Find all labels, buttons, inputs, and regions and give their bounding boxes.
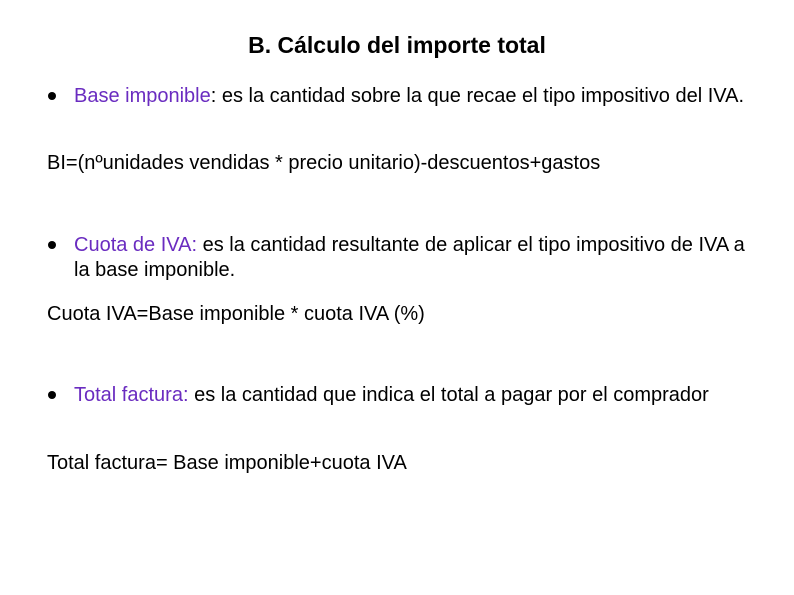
bullet-text	[74, 84, 748, 109]
bullet-dot-icon	[48, 241, 56, 249]
term-definition: : es la cantidad sobre la que recae el tipo impositivo del IVA.	[210, 85, 745, 107]
term-definition: es la cantidad resultante de aplicar el tipo impositivo de IVA a la base imponible.	[74, 234, 745, 281]
bullet-item-base-imponible	[48, 84, 748, 109]
bullet-text	[74, 233, 748, 283]
term-definition: es la cantidad que indica el total a pagar por el comprador	[188, 384, 709, 406]
term-label: Cuota de IVA:	[74, 234, 198, 256]
formula-total-factura: Total factura= Base imponible+cuota IVA	[47, 452, 407, 474]
bullet-text	[74, 383, 748, 408]
formula-base-imponible: BI=(nºunidades vendidas * precio unitario)-descuentos+gastos	[47, 152, 601, 174]
formula-cuota-iva: Cuota IVA=Base imponible * cuota IVA (%)	[47, 303, 425, 325]
bullet-item-total-factura	[48, 383, 748, 408]
bullet-dot-icon	[48, 92, 56, 100]
slide-title: B. Cálculo del importe total	[248, 32, 546, 58]
term-label: Total factura:	[74, 384, 189, 406]
bullet-dot-icon	[48, 391, 56, 399]
bullet-item-cuota-iva	[48, 233, 748, 283]
term-label: Base imponible	[74, 85, 211, 107]
